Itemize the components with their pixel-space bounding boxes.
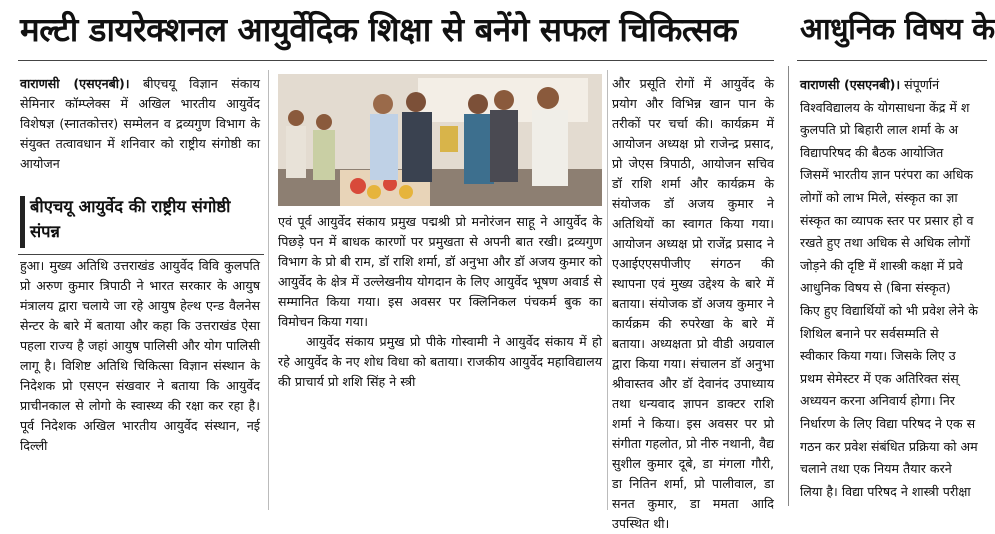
subheading-bar	[20, 196, 25, 248]
article-intro	[20, 74, 260, 192]
second-article-line: निर्धारण के लिए विद्या परिषद ने एक स	[800, 415, 976, 431]
award-ceremony-photo	[278, 74, 602, 206]
second-article-line: रखते हुए तथा अधिक से अधिक लोगों	[800, 235, 971, 251]
headline-rule	[18, 60, 774, 61]
article-subheading: बीएचयू आयुर्वेद की राष्ट्रीय संगोष्ठी संपन्न	[30, 197, 231, 241]
second-article-line: विश्वविद्यालय के योगसाधना केंद्र में श	[800, 99, 970, 115]
second-article-line: स्वीकार किया गया। जिसके लिए उ	[800, 348, 956, 364]
second-article-line: अध्ययन करना अनिवार्य होगा। निर	[800, 393, 955, 409]
second-article-line: कुलपति प्रो बिहारी लाल शर्मा के अ	[800, 122, 959, 138]
second-article-column	[800, 74, 987, 508]
second-headline-rule	[797, 60, 987, 61]
column-divider	[607, 70, 608, 510]
subheading-rule	[18, 254, 264, 255]
column-2-paragraph-1: एवं पूर्व आयुर्वेद संकाय प्रमुख पद्मश्री प्रो मनोरंजन साहू ने आयुर्वेद के पिछड़े पन में बाधक कारणों पर प्रमुखता से अपनी बात रखी। द्रव्यगुण विभाग के प्रो बी राम, डॉ राशि शर्मा, डॉ अनुभा और डॉ अजय कुमार को आयुर्वेद के क्षेत्र में उल्लेखनीय योगदान के लिए आयुर्वेद भूषण अवार्ड से सम्मानित किया गया। इस अवसर पर क्लिनिकल पंचकर्म बुक का विमोचन किया गया।	[278, 214, 602, 329]
second-article-line: जिसमें भारतीय ज्ञान परंपरा का अधिक	[800, 167, 974, 183]
article-divider	[788, 66, 789, 506]
article-column-2	[278, 212, 602, 512]
second-dateline: वाराणसी (एसएनबी)।	[800, 77, 901, 92]
second-article-line: विद्यापरिषद की बैठक आयोजित	[800, 144, 944, 160]
dateline: वाराणसी (एसएनबी)।	[20, 76, 130, 91]
column-divider	[268, 70, 269, 510]
column-1-text: हुआ। मुख्य अतिथि उत्तराखंड आयुर्वेद विवि कुलपति प्रो अरुण कुमार त्रिपाठी ने भारत सरकार के आयुष मंत्रालय द्वारा चलाये जा रहे आयुष हेल्थ एन्ड वैलनेस सेन्टर के बारे में बताया और कहा कि उत्तराखंड ऐसा पहला राज्य है जहां आयुष पालिसी और योग पालिसी लागू है। विशिष्ट अतिथि चिकित्सा विज्ञान संस्थान के निदेशक प्रो एसएन संखवार ने बताया कि आयुर्वेद प्राचीनकाल से लोगो के स्वास्थ्य की रक्षा कर रहा है। पूर्व निदेशक अखिल भारतीय आयुर्वेद संस्थान, नई दिल्ली	[20, 258, 260, 453]
second-article-headline: आधुनिक विषय के	[800, 12, 995, 47]
second-article-line: गठन कर प्रवेश संबंधित प्रक्रिया को अम	[800, 438, 978, 454]
second-article-line: प्रथम सेमेस्टर में एक अतिरिक्त संस्	[800, 370, 959, 386]
article-column-3	[612, 74, 774, 531]
second-article-line: संपूर्णानं	[904, 77, 940, 92]
second-article-line: आधुनिक विषय से (बिना संस्कृत)	[800, 280, 951, 296]
column-2-paragraph-2: आयुर्वेद संकाय प्रमुख प्रो पीके गोस्वामी ने आयुर्वेद संकाय में हो रहे आयुर्वेद के नए शोध विधा को बताया। राजकीय आयुर्वेद महाविद्यालय की प्राचार्य प्रो शशि सिंह ने स्त्री	[278, 334, 602, 389]
second-article-line: संस्कृत का व्यापक स्तर पर प्रसार हो व	[800, 212, 974, 228]
intro-text: बीएचयू विज्ञान संकाय सेमिनार कॉम्प्लेक्स में अखिल भारतीय आयुर्वेद विशेषज्ञ (स्नातकोत्तर) सम्मेलन व द्रव्यगुण विभाग के संयुक्त तत्वावधान में शनिवार को राष्ट्रीय संगोष्ठी का आयोजन	[20, 76, 260, 171]
article-headline: मल्टी डायरेक्शनल आयुर्वेदिक शिक्षा से बनेंगे सफल चिकित्सक	[20, 10, 738, 49]
second-article-line: लोगों को लाभ मिले, संस्कृत का ज्ञा	[800, 189, 958, 205]
article-column-1	[20, 256, 260, 508]
second-article-line: जोड़ने की दृष्टि में शास्त्री कक्षा में प्रवे	[800, 257, 963, 273]
column-3-text: और प्रसूति रोगों में आयुर्वेद के प्रयोग और विभिन्न खान पान के तरीकों पर चर्चा की। कार्यक्रम में आयोजन अध्यक्ष प्रो राजेन्द्र प्रसाद, प्रो जेएस त्रिपाठी, आयोजन सचिव डॉ राशि शर्मा और कार्यक्रम के संयोजक डॉ अजय कुमार ने अतिथियों का स्वागत किया गया। आयोजन अध्यक्ष प्रो राजेंद्र प्रसाद ने एआईएएसपीजीए संगठन की स्थापना एवं मुख्य उद्देश्य के बारे में बताया। संयोजक डॉ अजय कुमार ने कार्यक्रम की रुपरेखा के बारे में बताया। अध्यक्षता प्रो वीडी अग्रवाल द्वारा किया गया। संचालन डॉ अनुभा श्रीवास्तव और डॉ देवानंद उपाध्याय तथा धन्यवाद ज्ञापन डाक्टर राशि शर्मा ने किया। इस अवसर पर प्रो संगीता गहलोत, प्रो नीरु नथानी, वैद्य सुशील कुमार दूबे, डा मंगला गौरी, डा नितिन शर्मा, प्रो पालीवाल, डा सनत कुमार, डा ममता आदि उपस्थित थी।	[612, 76, 774, 531]
second-article-line: लिया है। विद्या परिषद ने शास्त्री परीक्षा	[800, 483, 971, 499]
second-article-line: चलाने तथा एक नियम तैयार करने	[800, 461, 952, 477]
second-article-line: किए हुए विद्यार्थियों को भी प्रवेश लेने के	[800, 302, 978, 318]
event-photo	[278, 74, 602, 206]
second-article-line: शिथिल बनाने पर सर्वसम्मति से	[800, 325, 939, 341]
